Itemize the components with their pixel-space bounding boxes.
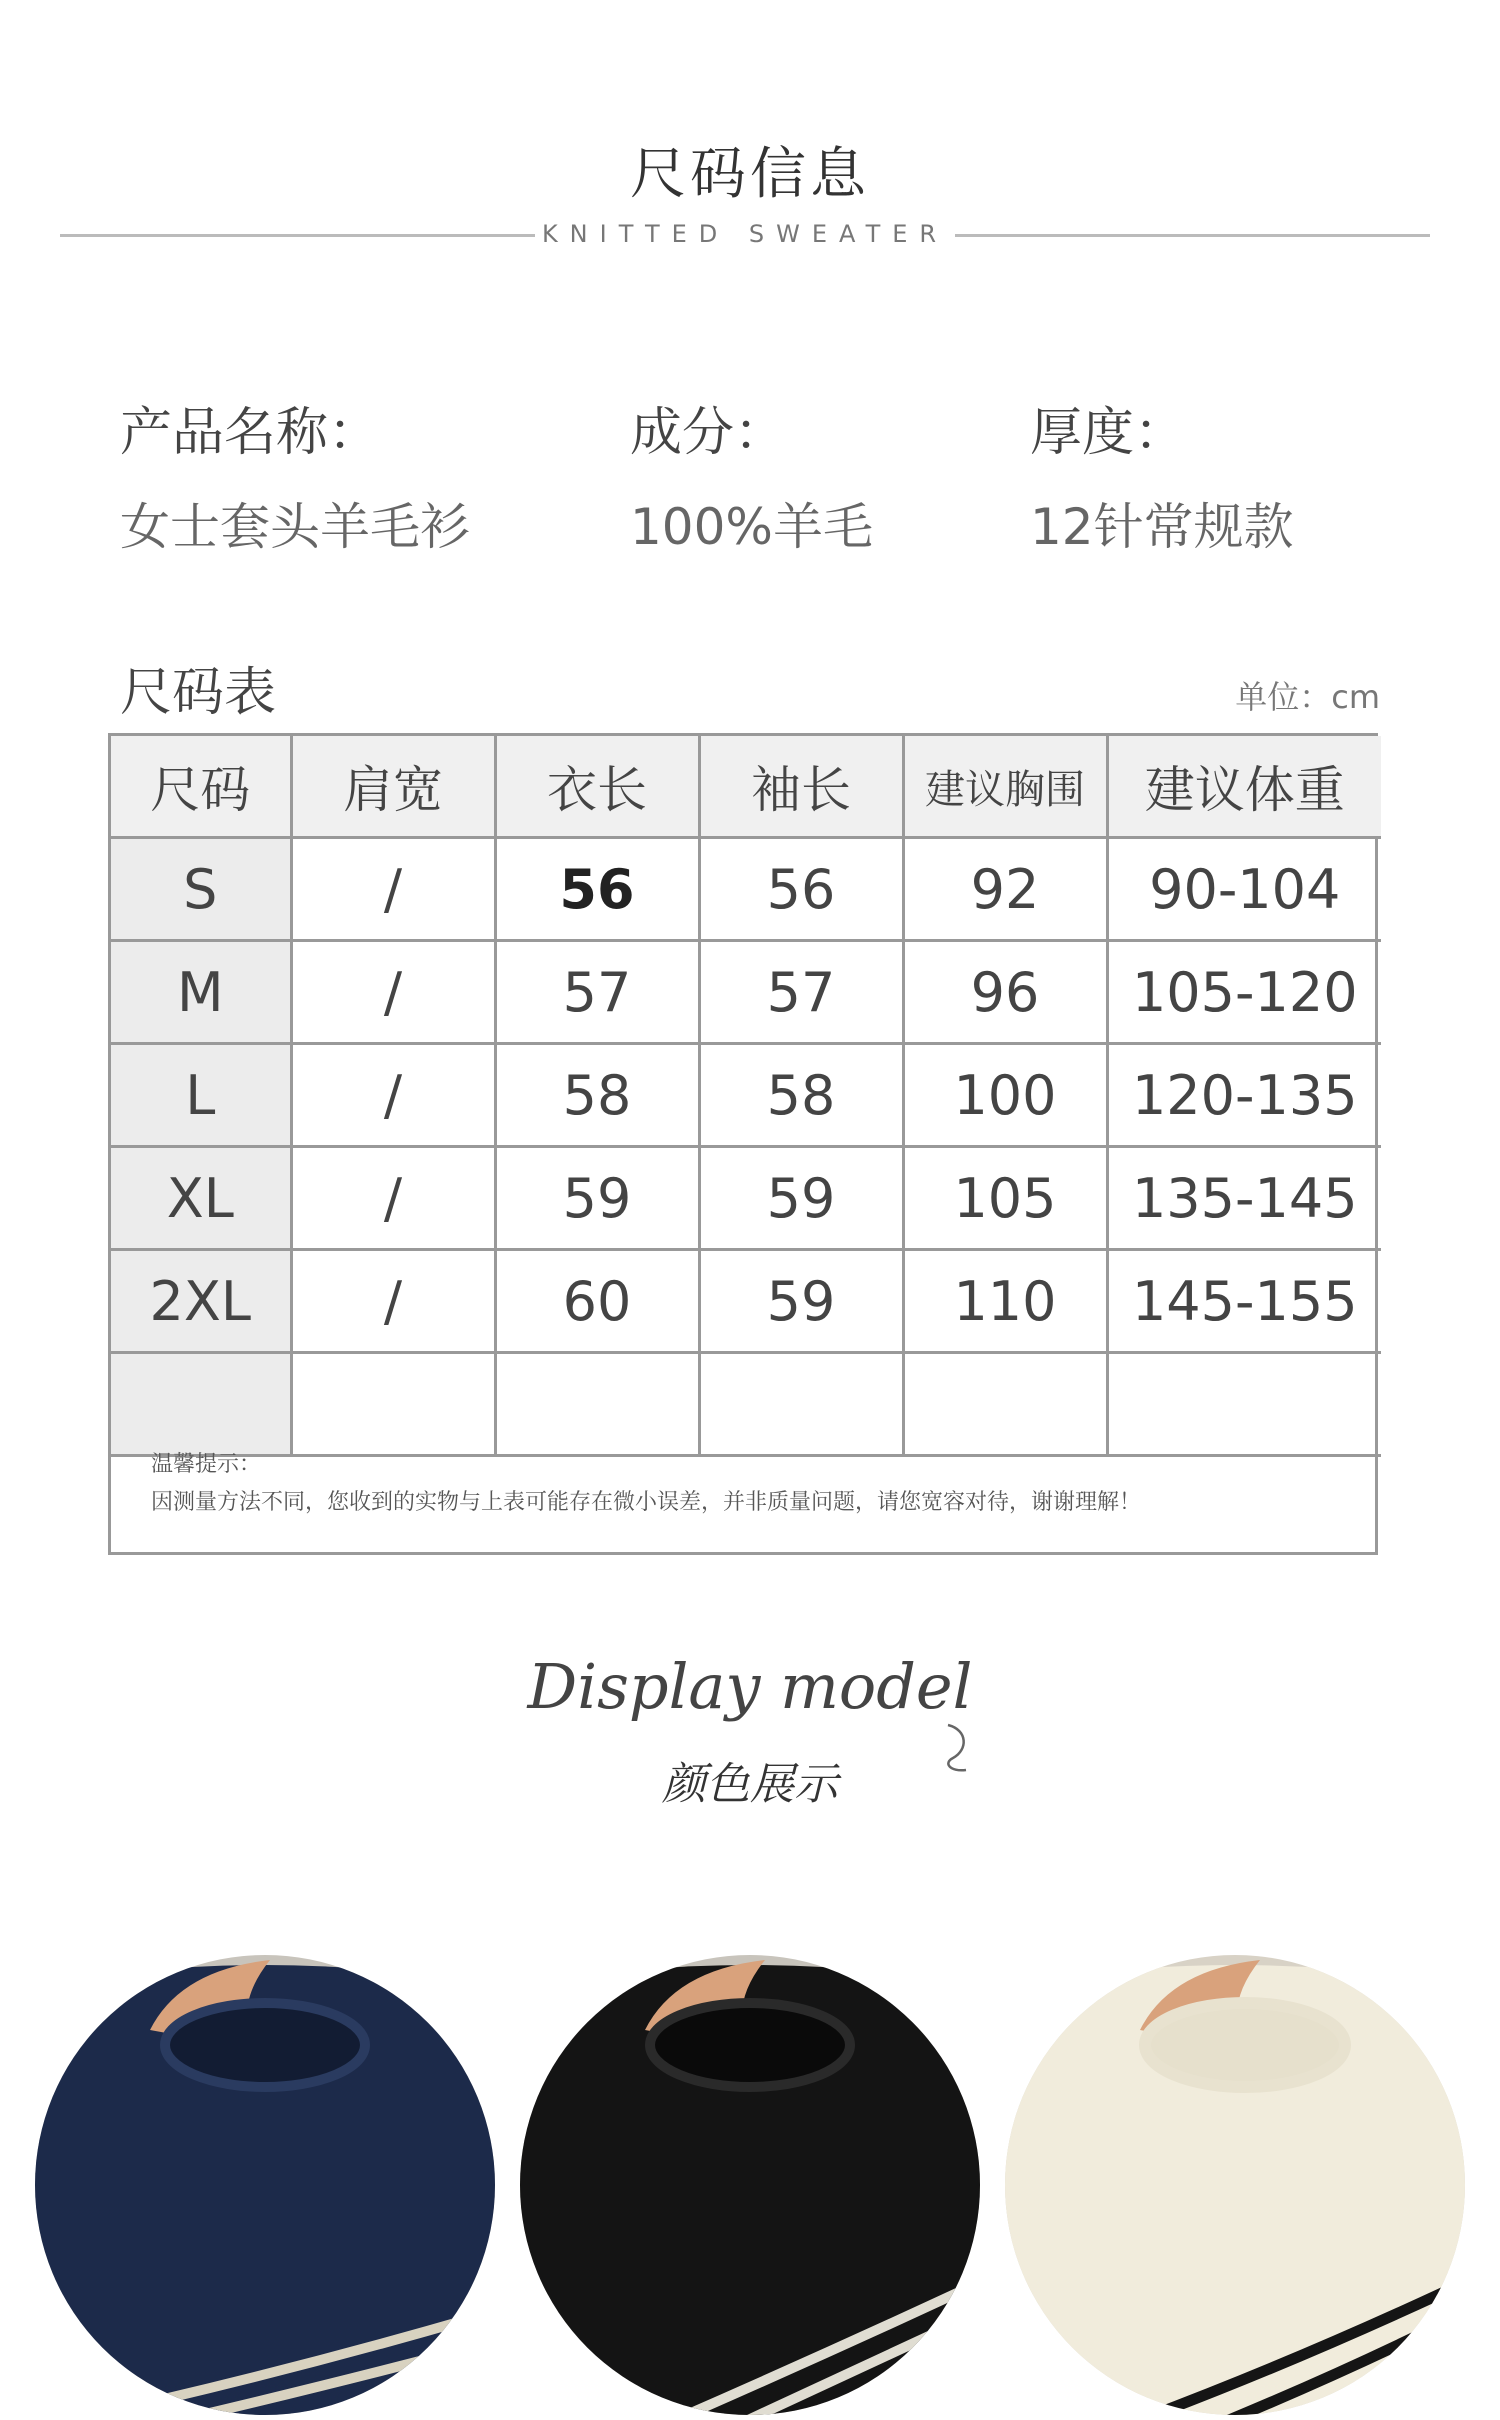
empty-cell <box>903 1353 1107 1456</box>
cell-weight: 120-135 <box>1107 1044 1381 1147</box>
header-bust: 建议胸围 <box>903 736 1107 838</box>
table-row <box>111 838 1381 941</box>
cell-weight: 90-104 <box>1107 838 1381 941</box>
display-script-title: Display model <box>527 1650 973 1723</box>
cell-bust: 110 <box>903 1250 1107 1353</box>
table-row-empty <box>111 1353 1381 1456</box>
note-title: 温馨提示： <box>151 1452 262 1477</box>
product-name-info <box>120 390 470 559</box>
cell-shoulder: / <box>291 1044 495 1147</box>
cell-shoulder: / <box>291 838 495 941</box>
page-title: 尺码信息 <box>630 142 870 207</box>
cell-sleeve: 59 <box>699 1250 903 1353</box>
cell-size: 2XL <box>111 1250 291 1353</box>
navy-sweater-photo <box>30 1950 500 2420</box>
empty-cell <box>699 1353 903 1456</box>
cell-sleeve: 58 <box>699 1044 903 1147</box>
cell-weight: 135-145 <box>1107 1147 1381 1250</box>
header-size: 尺码 <box>111 736 291 838</box>
cell-sleeve: 56 <box>699 838 903 941</box>
header-divider-left <box>60 234 535 237</box>
cell-length: 60 <box>495 1250 699 1353</box>
thickness-info <box>1030 390 1294 559</box>
cell-bust: 92 <box>903 838 1107 941</box>
cell-length: 58 <box>495 1044 699 1147</box>
empty-cell <box>291 1353 495 1456</box>
empty-cell <box>1107 1353 1381 1456</box>
cell-size: M <box>111 941 291 1044</box>
composition-label: 成分： <box>630 403 787 463</box>
product-name-label: 产品名称： <box>120 403 381 463</box>
cell-weight: 105-120 <box>1107 941 1381 1044</box>
cell-size: L <box>111 1044 291 1147</box>
cell-size: S <box>111 838 291 941</box>
cell-bust: 100 <box>903 1044 1107 1147</box>
table-row <box>111 1044 1381 1147</box>
product-name-value: 女士套头羊毛衫 <box>120 498 470 556</box>
thickness-value: 12针常规款 <box>1030 498 1294 556</box>
thickness-label: 厚度： <box>1030 403 1187 463</box>
empty-cell <box>495 1353 699 1456</box>
empty-cell <box>111 1353 291 1456</box>
header-divider-right <box>955 234 1430 237</box>
header-length: 衣长 <box>495 736 699 838</box>
note-text: 因测量方法不同，您收到的实物与上表可能存在微小误差，并非质量问题，请您宽容对待，谢谢理解！ <box>151 1490 1142 1515</box>
cell-bust: 96 <box>903 941 1107 1044</box>
cream-sweater-photo <box>1000 1950 1470 2420</box>
cell-size: XL <box>111 1147 291 1250</box>
cell-sleeve: 59 <box>699 1147 903 1250</box>
table-header-row <box>111 736 1381 838</box>
size-table-title: 尺码表 <box>120 663 277 723</box>
black-sweater-photo <box>515 1950 985 2420</box>
unit-label: 单位：cm <box>1235 678 1380 716</box>
cell-weight: 145-155 <box>1107 1250 1381 1353</box>
cell-sleeve: 57 <box>699 941 903 1044</box>
table-row <box>111 1250 1381 1353</box>
cell-length: 56 <box>495 838 699 941</box>
display-cn-title: 颜色展示 <box>662 1759 838 1810</box>
page-subtitle: KNITTED SWEATER <box>541 220 949 248</box>
header-shoulder: 肩宽 <box>291 736 495 838</box>
header-sleeve: 袖长 <box>699 736 903 838</box>
cell-shoulder: / <box>291 1250 495 1353</box>
size-table <box>108 733 1378 1555</box>
cell-length: 59 <box>495 1147 699 1250</box>
composition-value: 100%羊毛 <box>630 498 873 556</box>
size-note <box>151 1446 1335 1522</box>
cell-bust: 105 <box>903 1147 1107 1250</box>
table-row <box>111 1147 1381 1250</box>
header-weight: 建议体重 <box>1107 736 1381 838</box>
cell-shoulder: / <box>291 941 495 1044</box>
cell-shoulder: / <box>291 1147 495 1250</box>
table-row <box>111 941 1381 1044</box>
composition-info <box>630 390 873 559</box>
cell-length: 57 <box>495 941 699 1044</box>
